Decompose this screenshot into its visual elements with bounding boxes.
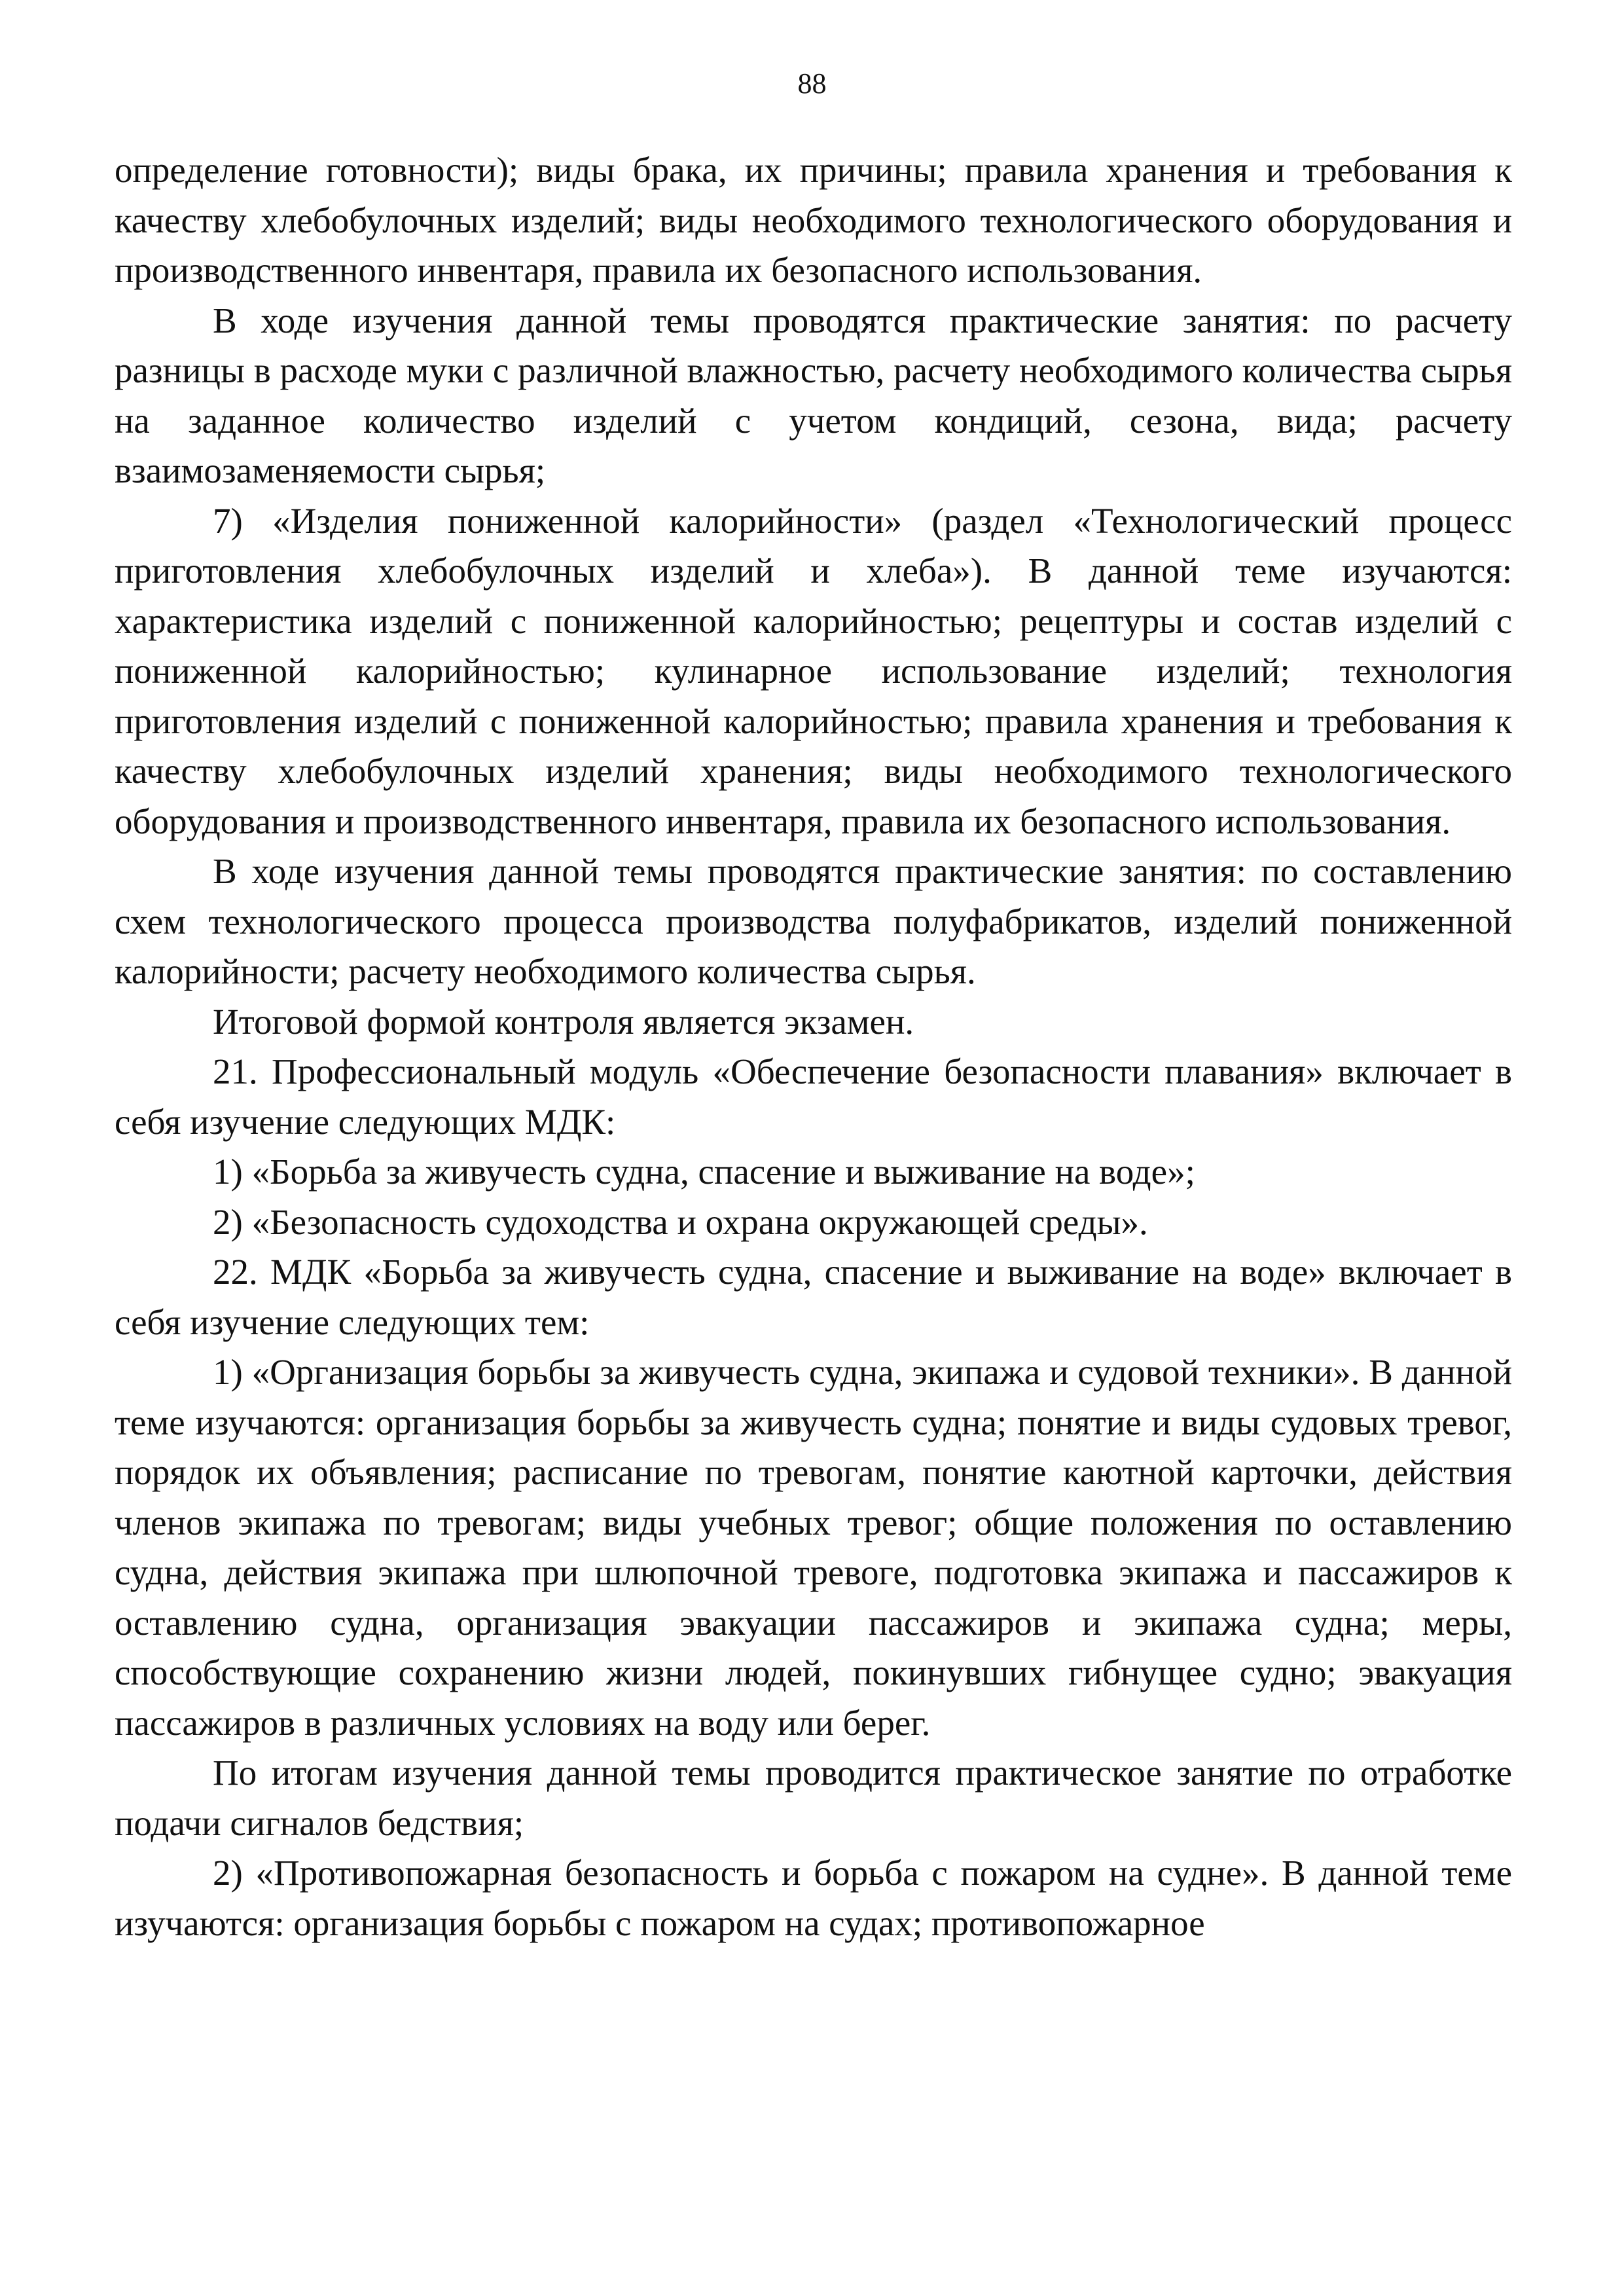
paragraph: 21. Профессиональный модуль «Обеспечение безопасности плавания» включает в себя изучение следующих МДК: [115,1051,1512,1142]
body-text [115,145,1512,1948]
page-number: 88 [797,67,827,100]
paragraph: Итоговой формой контроля является экзамен. [213,1001,914,1042]
paragraph-continuation: определение готовности); виды брака, их причины; правила хранения и требования к качеству хлебобулочных изделий; виды необходимого технологического оборудования и производственного инвентаря, правила их безопасного использования. [115,150,1512,290]
paragraph: В ходе изучения данной темы проводятся практические занятия: по расчету разницы в расходе муки с различной влажностью, расчету необходимого количества сырья на заданное количество изделий с учетом кондиций, сезона, вида; расчету взаимозаменяемости сырья; [115,300,1512,490]
paragraph: По итогам изучения данной темы проводится практическое занятие по отработке подачи сигналов бедствия; [115,1753,1512,1843]
list-item: 2) «Безопасность судоходства и охрана окружающей среды». [213,1201,1148,1242]
paragraph: В ходе изучения данной темы проводятся практические занятия: по составлению схем технологического процесса производства полуфабрикатов, изделий пониженной калорийности; расчету необходимого количества сырья. [115,851,1512,991]
list-item: 1) «Борьба за живучесть судна, спасение и выживание на воде»; [213,1152,1195,1192]
paragraph: 22. МДК «Борьба за живучесть судна, спасение и выживание на воде» включает в себя изучение следующих тем: [115,1252,1512,1342]
paragraph: 2) «Противопожарная безопасность и борьба с пожаром на судне». В данной теме изучаются: организация борьбы с пожаром на судах; противопожарное [115,1853,1512,1943]
paragraph: 1) «Организация борьбы за живучесть судна, экипажа и судовой техники». В данной теме изучаются: организация борьбы за живучесть судна; понятие и виды судовых тревог, порядок их объявления; расписание по тревогам, понятие каютной карточки, действия членов экипажа по тревогам; виды учебных тревог; общие положения по оставлению судна, действия экипажа при шлюпочной тревоге, подготовка экипажа и пассажиров к оставлению судна, организация эвакуации пассажиров и экипажа судна; меры, способствующие сохранению жизни людей, покинувших гибнущее судно; эвакуация пассажиров в различных условиях на воду или берег. [115,1352,1512,1743]
paragraph: 7) «Изделия пониженной калорийности» (раздел «Технологический процесс приготовления хлебобулочных изделий и хлеба»). В данной теме изучаются: характеристика изделий с пониженной калорийностью; рецептуры и состав изделий с пониженной калорийностью; кулинарное использование изделий; технология приготовления изделий с пониженной калорийностью; правила хранения и требования к качеству хлебобулочных изделий хранения; виды необходимого технологического оборудования и производственного инвентаря, правила их безопасного использования. [115,500,1512,841]
